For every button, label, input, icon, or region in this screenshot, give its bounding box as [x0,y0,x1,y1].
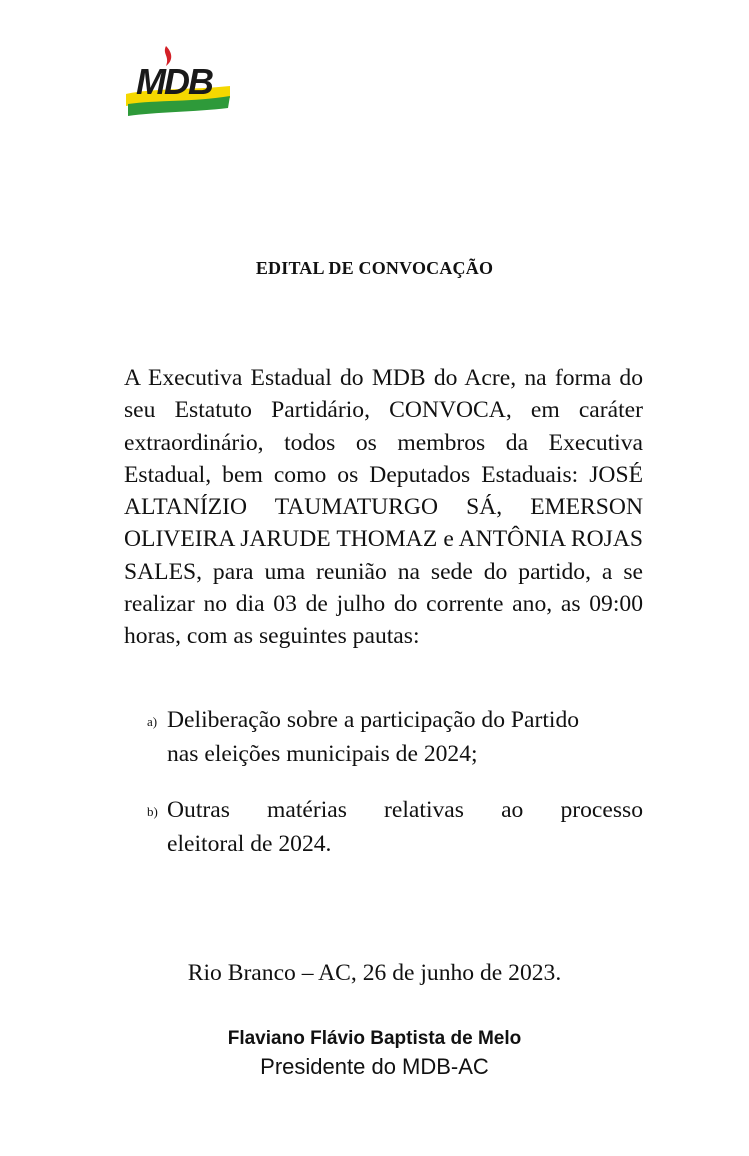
agenda-item-a [147,704,643,770]
agenda-item-b [147,794,643,860]
agenda-text-line2: nas eleições municipais de 2024; [167,741,478,767]
convocation-body: A Executiva Estadual do MDB do Acre, na forma do seu Estatuto Partidário, CONVOCA, em caráter extraordinário, todos os membros da Executiva Estadual, bem como os Deputados Estaduais: JOSÉ ALTANÍZIO TAUMATURGO SÁ, EMERSON OLIVEIRA JARUDE THOMAZ e ANTÔNIA ROJAS SALES, para uma reunião na sede do partido, a se realizar no dia 03 de julho do corrente ano, as 09:00 horas, com as seguintes pautas: [124,365,643,650]
agenda-text-line1: Deliberação sobre a participação do Partido [167,707,580,733]
mdb-logo [122,42,234,122]
agenda-marker: a) [147,714,158,729]
agenda-marker: b) [147,804,158,819]
mdb-logo-graphic [122,42,234,122]
signer-role: Presidente do MDB-AC [260,1054,489,1079]
agenda-text-line2: eleitoral de 2024. [167,831,332,857]
place-and-date: Rio Branco – AC, 26 de junho de 2023. [187,960,562,986]
logo-letters: MDB [136,61,212,102]
signer-name: Flaviano Flávio Baptista de Melo [227,1028,522,1049]
agenda-text-line1: Outras matérias relativas ao processo [167,797,643,823]
document-title: EDITAL DE CONVOCAÇÃO [255,258,494,278]
